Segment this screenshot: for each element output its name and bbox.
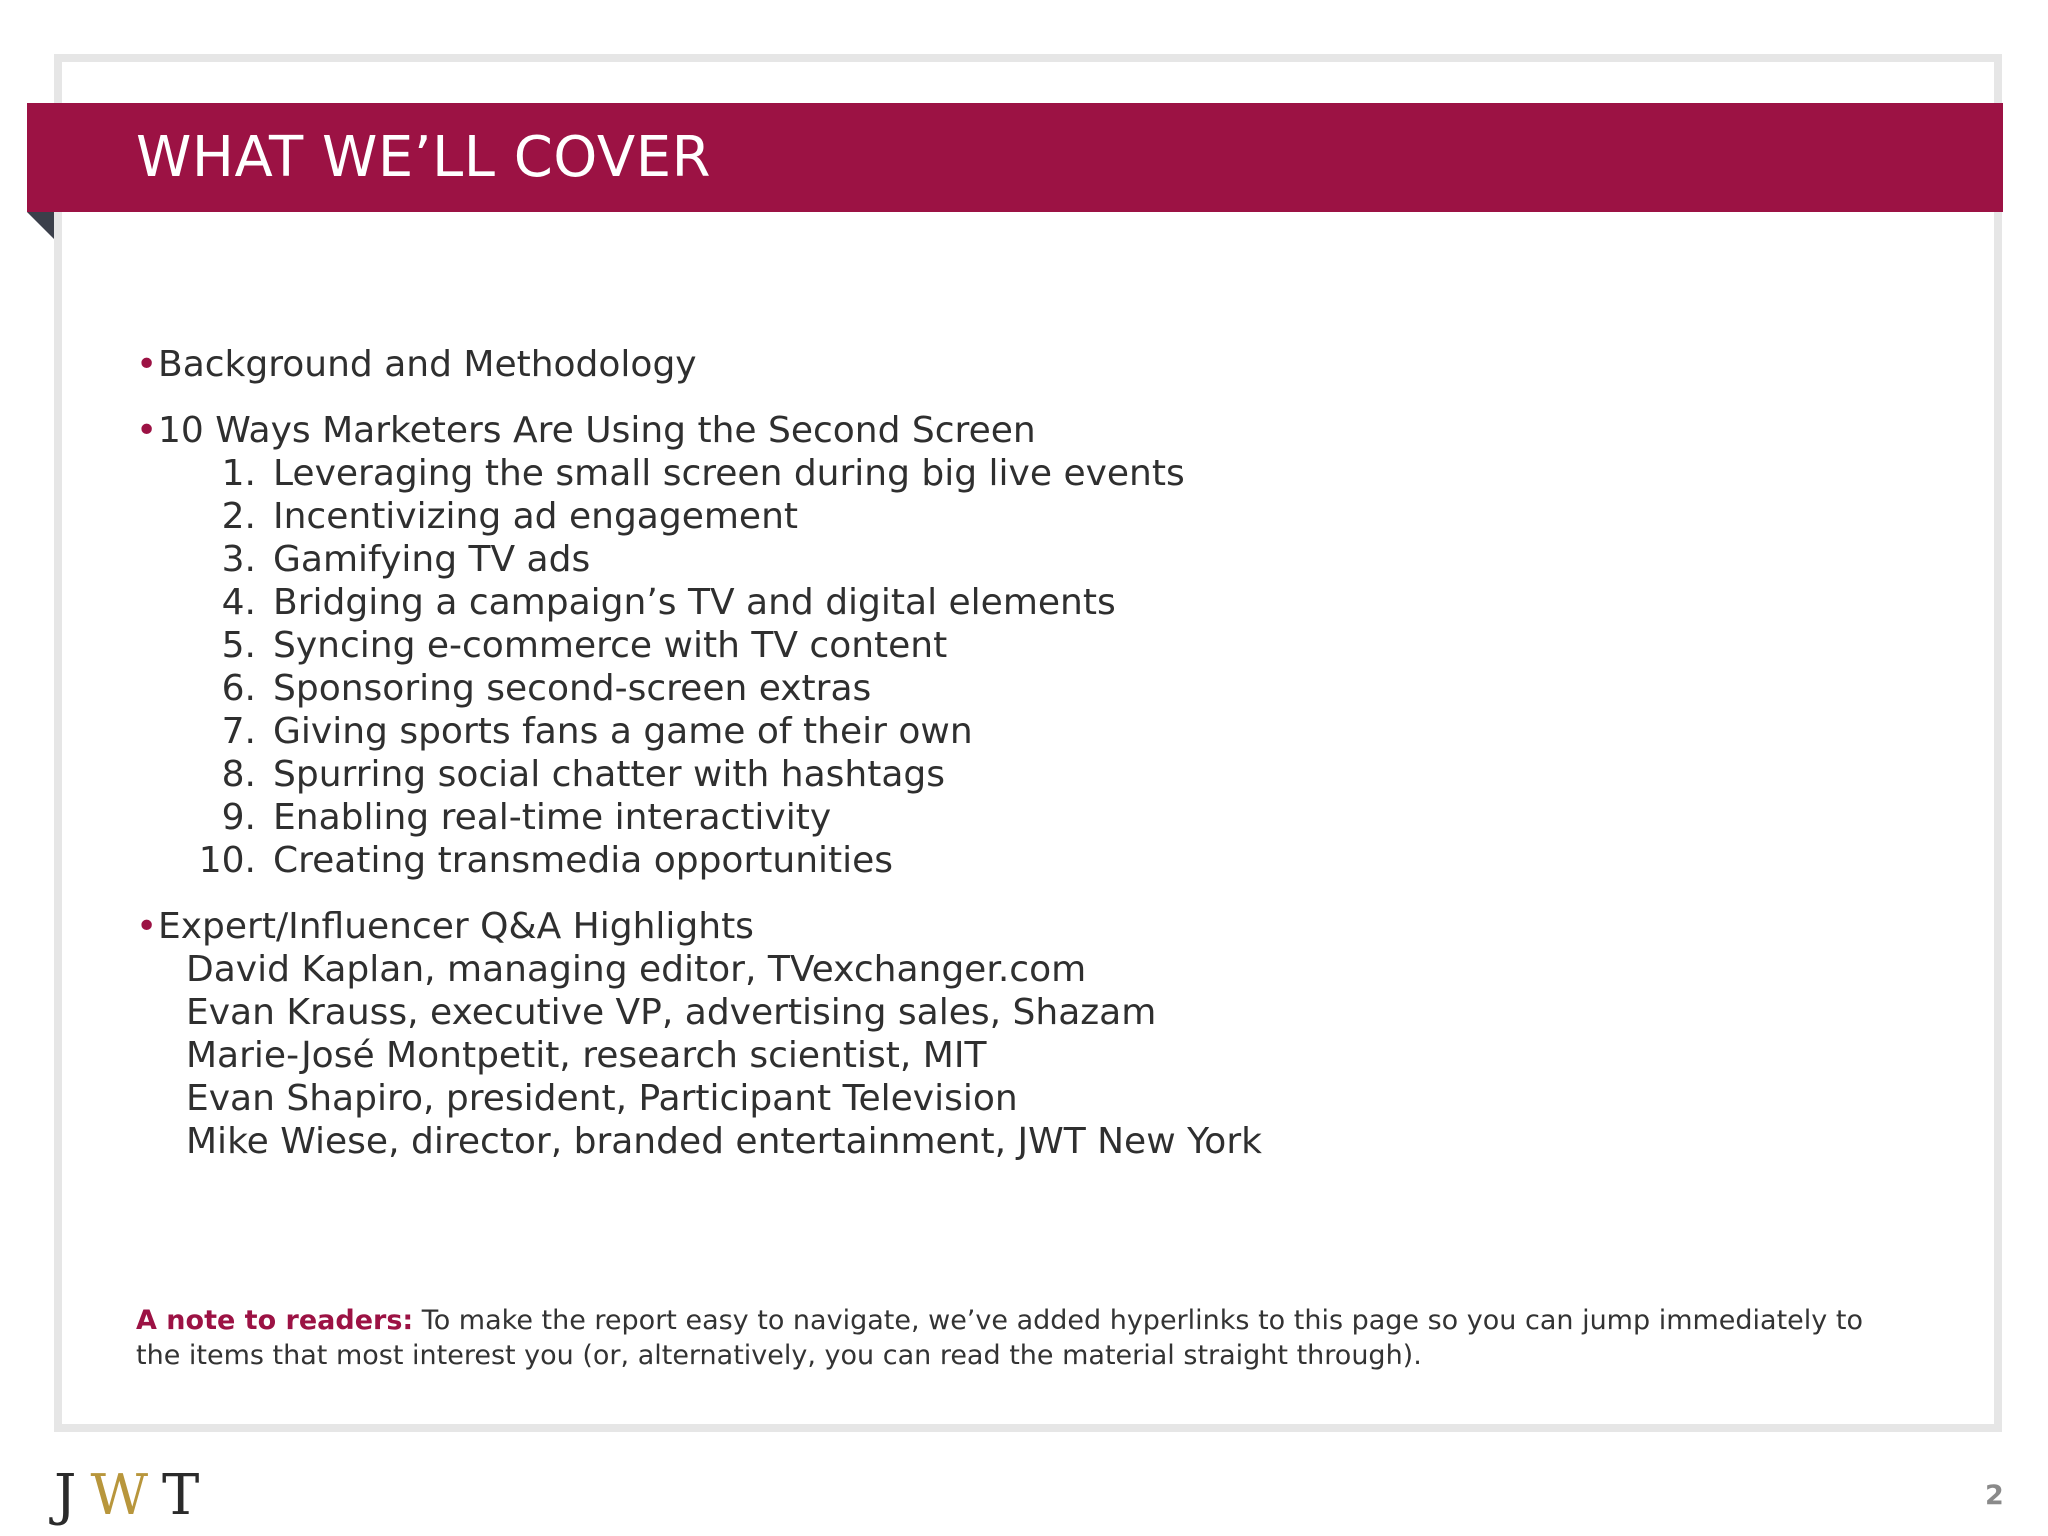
list-item[interactable] [136, 452, 1936, 495]
list-item[interactable] [136, 667, 1936, 710]
list-number: 1. [221, 453, 256, 494]
list-number: 4. [221, 582, 256, 623]
agenda-heading: Background and Methodology [158, 344, 697, 385]
list-number: 3. [221, 539, 256, 580]
list-item-text: Giving sports fans a game of their own [273, 711, 973, 752]
list-item[interactable] [136, 710, 1936, 753]
agenda-section-experts [136, 905, 1936, 1163]
agenda-item-expert-highlights[interactable] [136, 905, 1936, 948]
reader-note-text: To make the report easy to navigate, we’ve added hyperlinks to this page so you can jump immediately to the items that most interest you (or, alternatively, you can read the material straight through). [136, 1305, 1863, 1371]
bullet-icon: • [136, 344, 158, 385]
page-number: 2 [1985, 1480, 2004, 1511]
expert-item[interactable]: Evan Krauss, executive VP, advertising sales, Shazam [186, 992, 1157, 1033]
list-item[interactable] [136, 796, 1936, 839]
list-number: 9. [221, 797, 256, 838]
list-item[interactable] [136, 538, 1936, 581]
agenda-item-background-methodology[interactable] [136, 343, 1936, 386]
logo-letter-j: J [54, 1463, 91, 1528]
agenda-section-background [136, 343, 1936, 386]
list-item[interactable] [136, 495, 1936, 538]
list-item-text: Spurring social chatter with hashtags [273, 754, 946, 795]
list-item-text: Leveraging the small screen during big live events [273, 453, 1185, 494]
expert-item[interactable]: Mike Wiese, director, branded entertainment, JWT New York [186, 1121, 1262, 1162]
experts-list [136, 948, 1936, 1163]
title-bar-fold [27, 212, 54, 239]
list-item-text: Incentivizing ad engagement [273, 496, 799, 537]
list-number: 5. [221, 625, 256, 666]
list-item[interactable] [136, 581, 1936, 624]
agenda [136, 343, 1936, 1163]
agenda-item-ten-ways[interactable] [136, 409, 1936, 452]
ten-ways-list [136, 452, 1936, 882]
list-item-text: Bridging a campaign’s TV and digital elements [273, 582, 1116, 623]
list-number: 7. [221, 711, 256, 752]
list-item[interactable] [136, 839, 1936, 882]
list-item[interactable] [136, 624, 1936, 667]
expert-item[interactable]: Evan Shapiro, president, Participant Television [186, 1078, 1018, 1119]
list-number: 2. [221, 496, 256, 537]
agenda-section-ten-ways [136, 409, 1936, 882]
agenda-heading: Expert/Influencer Q&A Highlights [158, 906, 754, 947]
list-item-text: Gamifying TV ads [273, 539, 591, 580]
list-number: 6. [221, 668, 256, 709]
list-item-text: Sponsoring second-screen extras [273, 668, 872, 709]
bullet-icon: • [136, 410, 158, 451]
page-title: WHAT WE’LL COVER [136, 125, 711, 190]
expert-item[interactable]: David Kaplan, managing editor, TVexchanger.com [186, 949, 1087, 990]
jwt-logo [54, 1462, 213, 1530]
list-item[interactable] [136, 753, 1936, 796]
logo-letter-w: W [90, 1463, 163, 1528]
expert-item[interactable]: Marie-José Montpetit, research scientist, MIT [186, 1035, 987, 1076]
list-number: 8. [221, 754, 256, 795]
list-item-text: Enabling real-time interactivity [273, 797, 832, 838]
reader-note [136, 1303, 1896, 1373]
list-number: 10. [198, 840, 256, 881]
list-item-text: Creating transmedia opportunities [273, 840, 894, 881]
agenda-heading: 10 Ways Marketers Are Using the Second Screen [158, 410, 1036, 451]
bullet-icon: • [136, 906, 158, 947]
list-item-text: Syncing e-commerce with TV content [273, 625, 948, 666]
logo-letter-t: T [162, 1463, 214, 1528]
reader-note-label: A note to readers: [136, 1305, 414, 1336]
